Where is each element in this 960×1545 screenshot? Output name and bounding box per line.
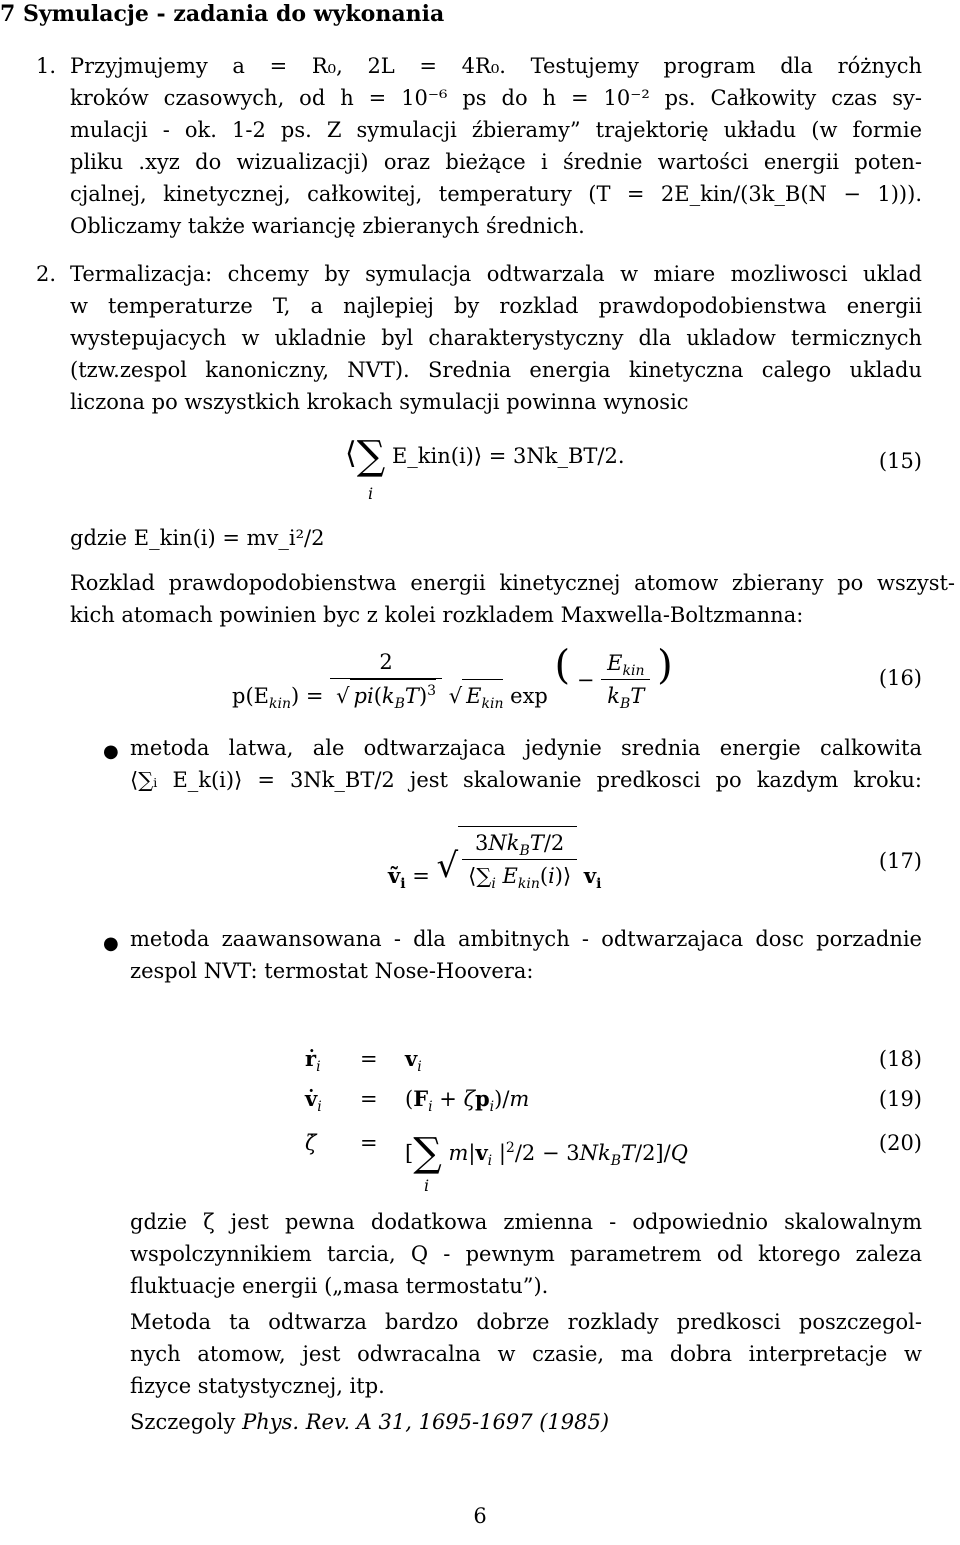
equation-20: ζ̇ = [∑ $m|v_i$ $|^2/2 - 3Nk_BT/2]/Q$ — [305, 1130, 688, 1176]
rozklad-line: Rozklad prawdopodobienstwa energii kinetycznej atomow zbierany po wszyst- — [70, 571, 955, 595]
equation-18: ṙ$_i$ = $v_i$ — [305, 1046, 422, 1076]
reference-prefix: Szczegoly — [130, 1410, 236, 1434]
item1-line: Obliczamy także wariancję zbieranych średnich. — [70, 214, 585, 238]
reference-citation: Phys. Rev. A 31, 1695-1697 (1985) — [242, 1410, 610, 1434]
item2-number: 2. — [36, 262, 57, 286]
item1-line: mulacji - ok. 1-2 ps. Z symulacji źbieramy” trajektorię układu (w formie — [70, 118, 922, 142]
metoda-line: fizyce statystycznej, itp. — [130, 1374, 385, 1398]
eq18-number: (18) — [878, 1047, 922, 1071]
metoda-paragraph — [130, 1306, 922, 1402]
item2-line: Termalizacja: chcemy by symulacja odtwarzala w miare mozliwosci uklad — [70, 262, 922, 286]
bullet2-text — [130, 923, 922, 987]
equation-17: ṽ$_i$ = √ $\frac{3Nk_BT/2}{⟨\sum_i E_{kin}(i)⟩}$ $v_i$ — [388, 820, 601, 910]
bullet1-line: ⟨∑ᵢ E_k(i)⟩ = 3Nk_BT/2 jest skalowanie predkosci po kazdym kroku: — [130, 768, 922, 792]
eq15-index: i — [368, 484, 374, 503]
eq16-fraction: $\frac{2}{√ pi(k_BT)^3}$ — [330, 646, 442, 712]
item2-line: wystepujacych w ukladnie byl charakterystyczny dla ukladow termicznych — [70, 326, 922, 350]
item2-line: (tzw.zespol kanoniczny, NVT). Srednia energia kinetyczna calego ukladu — [70, 358, 922, 382]
item1-paragraph — [70, 50, 922, 242]
gdzie-ekin: gdzie E_kin(i) = mv_i²/2 — [70, 526, 325, 550]
bullet2-line: zespol NVT: termostat Nose-Hoovera: — [130, 959, 534, 983]
eq15-body: E_kin(i)⟩ = 3Nk_BT/2. — [391, 444, 625, 468]
metoda-line: Metoda ta odtwarza bardzo dobrze rozklady predkosci poszczegol- — [130, 1310, 922, 1334]
eq19-number: (19) — [878, 1087, 922, 1111]
gdzie-zeta-line: wspolczynnikiem tarcia, Q - pewnym parametrem od ktorego zaleza — [130, 1242, 922, 1266]
item2-line: w temperaturze T, a najlepiej by rozklad prawdopodobienstwa energii — [70, 294, 922, 318]
bullet-icon: ● — [103, 933, 119, 954]
item1-line: kroków czasowych, od h = 10⁻⁶ ps do h = 10⁻² ps. Całkowity czas sy- — [70, 86, 922, 110]
eq17-number: (17) — [878, 849, 922, 873]
eq20-index: i — [424, 1176, 430, 1195]
eq16-number: (16) — [878, 666, 922, 690]
metoda-line: nych atomow, jest odwracalna w czasie, ma dobra interpretacje w — [130, 1342, 922, 1366]
section-title — [0, 0, 444, 28]
section-title-text: Symulacje - zadania do wykonania — [22, 1, 445, 27]
bullet2-line: metoda zaawansowana - dla ambitnych - odtwarzajaca dosc porzadnie — [130, 927, 922, 951]
reference — [130, 1406, 609, 1438]
bullet-icon: ● — [103, 741, 119, 762]
sum-symbol: ∑ — [356, 433, 386, 479]
bullet1-line: metoda latwa, ale odtwarzajaca jedynie srednia energie calkowita — [130, 736, 922, 760]
rozklad-paragraph — [70, 567, 955, 631]
item1-line: pliku .xyz do wizualizacji) oraz bieżące i średnie wartości energii poten- — [70, 150, 922, 174]
rozklad-line: kich atomach powinien byc z kolei rozkladem Maxwella-Boltzmanna: — [70, 603, 804, 627]
equation-15: ⟨∑ E_kin(i)⟩ = 3Nk_BT/2. — [345, 433, 625, 479]
page-number: 6 — [473, 1504, 487, 1528]
bullet1-text — [130, 732, 922, 796]
item1-line: Przyjmujemy a = R₀, 2L = 4R₀. Testujemy program dla różnych — [70, 54, 922, 78]
equation-16: $p(E_{kin})$ = $\frac{2}{√ pi(k_BT)^3}$ √ $E_{kin}$ exp ( − $\frac{E_{kin}}{k_BT}$ ) — [232, 642, 673, 713]
item1-number: 1. — [36, 54, 57, 78]
gdzie-zeta-line: gdzie ζ jest pewna dodatkowa zmienna - odpowiednio skalowalnym — [130, 1210, 922, 1234]
gdzie-zeta-line: fluktuacje energii („masa termostatu”). — [130, 1274, 549, 1298]
eq20-number: (20) — [878, 1131, 922, 1155]
item2-paragraph — [70, 258, 922, 418]
section-number: 7 — [0, 1, 16, 27]
equation-19: $v̇_i$ = $(F_i + \zeta p_i)/m$ — [305, 1086, 530, 1116]
item2-line: liczona po wszystkich krokach symulacji powinna wynosic — [70, 390, 689, 414]
gdzie-zeta-paragraph — [130, 1206, 922, 1302]
eq15-number: (15) — [878, 449, 922, 473]
item1-line: cjalnej, kinetycznej, całkowitej, temperatury (T = 2E_kin/(3k_B(N − 1))). — [70, 182, 922, 206]
